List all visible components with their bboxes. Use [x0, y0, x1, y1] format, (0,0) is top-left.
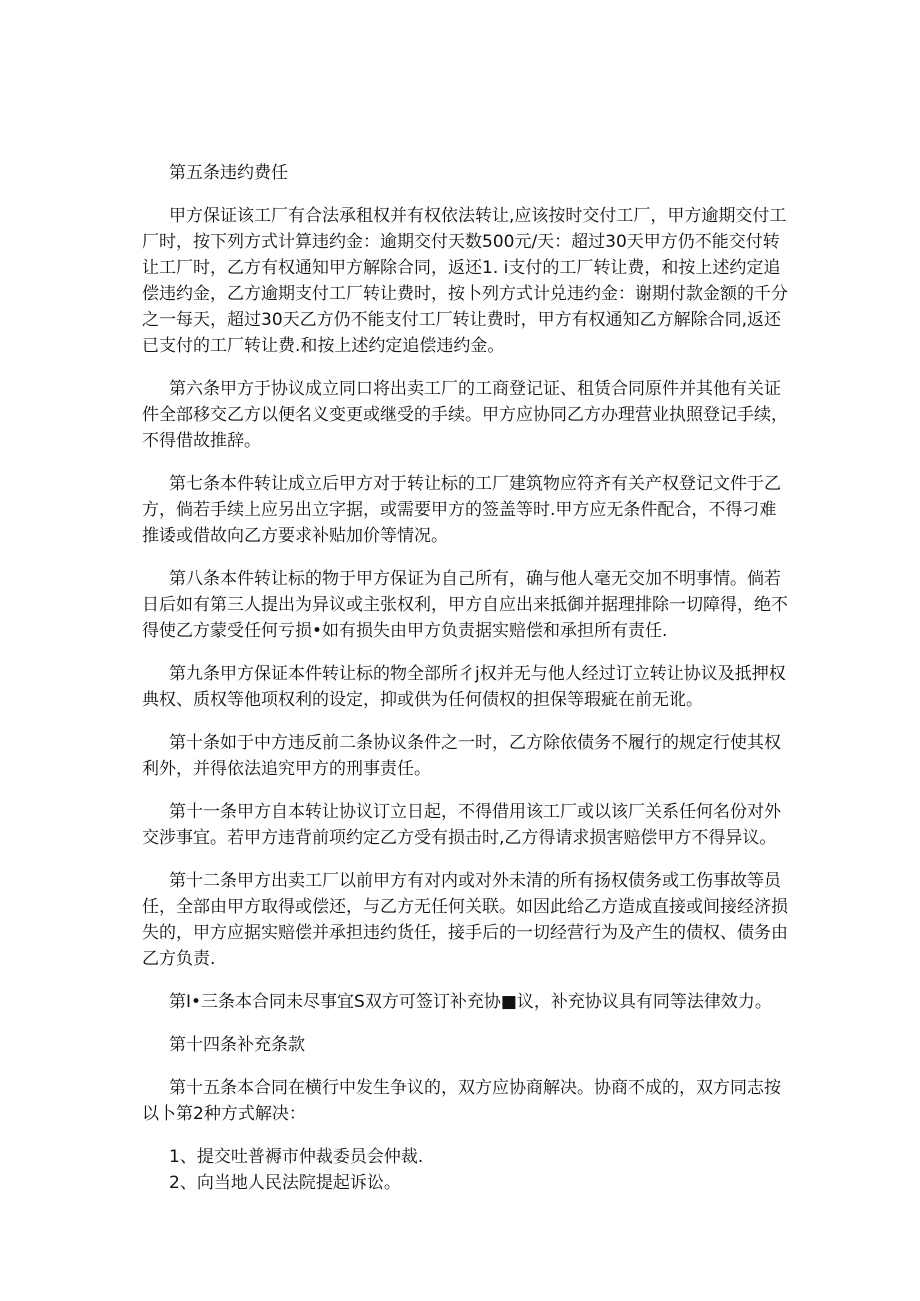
article-6: 第六条甲方于协议成立同口将出卖工厂的工商登记证、租赁合同原件并其他有关证件全部移交乙方以便名义变更或继受的手续。甲方应协同乙方办理营业执照登记手续，不得借故推辞。 [142, 379, 788, 451]
resolution-option-2: 2、向当地人民法院提起诉讼。 [169, 1173, 401, 1193]
article-10: 第十条如于中方违反前二条协议条件之一时，乙方除依债务不履行的规定行使其权利外，并得依法追究甲方的刑事责任。 [142, 733, 781, 779]
article-9: 第九条甲方保证本件转让标的物全部所彳j权并无与他人经过订立转让协议及抵押权典权、质权等他项权利的设定，抑或供为任何债权的担保等瑕疵在前无讹。 [142, 664, 786, 710]
document-body [142, 160, 788, 1196]
article-7: 第七条本件转让成立后甲方对于转让标的工厂建筑物应符齐有关产权登记文件于乙方，倘若手续上应另出立字据，或需要甲方的签盖等时.甲方应无条件配合，不得刁难推诿或借故向乙方要求补贴加价等情况。 [142, 474, 781, 546]
article-14: 第十四条补充条款 [169, 1035, 305, 1055]
article-15: 第十五条本合同在横行中发生争议的，双方应协商解决。协商不成的，双方同志按以卜第2种方式解决： [142, 1078, 781, 1124]
article-8: 第八条本件转让标的物于甲方保证为自己所有，确与他人毫无交加不明事情。倘若日后如有第三人提出为异议或主张权利，甲方自应出来抵御并据理排除一切障得，绝不得使乙方蒙受任何亏损•如有损失由甲方负责据实赔偿和承担所有责任. [142, 569, 788, 641]
article-12: 第十二条甲方出卖工厂以前甲方有对内或对外未清的所有扬权债务或工伤事故等员任，全部由甲方取得或偿还，与乙方无任何关联。如因此给乙方造成直接或间接经济损失的，甲方应据实赔偿并承担违约货任，接手后的一切经营行为及产生的债权、债务由乙方负责. [142, 871, 788, 969]
article-11: 第十一条甲方自本转让协议订立日起，不得借用该工厂或以该厂关系任何名份对外交涉事宜。若甲方违背前项约定乙方受有损击时,乙方得请求损害赔偿甲方不得异议。 [142, 802, 781, 848]
resolution-option-1: 1、提交吐普褥市仲裁委员会仲裁. [169, 1147, 424, 1167]
article-5-body: 甲方保证该工厂有合法承租权并有权依法转让,应该按时交付工厂，甲方逾期交付工厂时，按下列方式计算违约金：逾期交付天数500元/天：超过30天甲方仍不能交付转让工厂时，乙方有权通知甲方解除合同，返还1. i支付的工厂转让费，和按上述约定追偿违约金，乙方逾期支付工厂转让费时，按卜列方式计兑违约金：谢期付款金额的千分之一每天，超过30天乙方仍不能支付工厂转让费时，甲方有权通知乙方解除合同,返还已支付的工厂转让费.和按上述约定追偿违约金。 [142, 206, 788, 356]
article-5-heading: 第五条违约费任 [169, 163, 288, 183]
article-13: 第I•三条本合同未尽事宜S双方可签订补充协■议，补充协议具有同等法律效力。 [169, 992, 772, 1012]
